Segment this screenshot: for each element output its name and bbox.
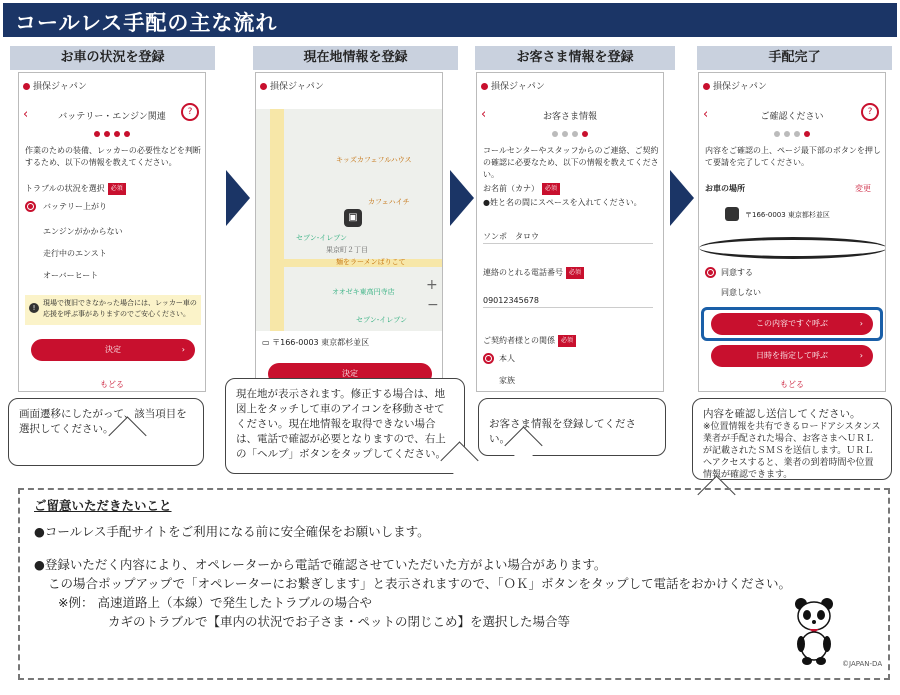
map-poi: キッズカフェフルハウス [336, 156, 412, 164]
map-poi: 果京町２丁目 [326, 246, 368, 254]
zoom-out-icon[interactable]: − [427, 297, 439, 313]
progress-dots [477, 131, 663, 139]
zoom-in-icon[interactable]: + [426, 277, 438, 293]
change-link[interactable]: 変更 [855, 184, 871, 193]
back-link[interactable]: もどる [780, 380, 804, 389]
brand-logo: 損保ジャパン [260, 79, 324, 92]
car-marker-icon [725, 207, 739, 221]
progress-dots [699, 131, 885, 139]
help-phone-icon[interactable]: ? [861, 103, 879, 121]
bubble-step3: お客さま情報を登録してください。 [478, 398, 666, 456]
relation-label: ご契約者様との関係 必須 [483, 335, 576, 347]
name-input[interactable]: ソンポ タロウ [483, 231, 653, 244]
map-poi: 麺をラーメンばりこて [336, 258, 406, 266]
notes-box [18, 488, 890, 680]
address-text: 〒166-0003 東京都杉並区 [745, 211, 830, 219]
bubble-step4 [692, 398, 892, 480]
phone-screen-location [255, 72, 443, 392]
phone-screen-vehicle [18, 72, 206, 392]
screen-description: コールセンターやスタッフからのご連絡、ご契約の確認に必要なため、以下の情報を教えてください。 [483, 146, 659, 179]
bubble-step2: 現在地が表示されます。修正する場合は、地図上をタッチして車のアイコンを移動させてください。現在地情報を取得できない場合は、電話で確認が必要となりますので、右上の「ヘルプ」ボタンをタップしてください。 [225, 378, 465, 474]
bubble-note: ※位置情報を共有できるロードアシスタンス業者が手配された場合、お客さまへＵＲＬが記載されたＳＭＳを送信します。ＵＲＬへアクセスすると、業者の到着時間や位置情報が確認できます。 [703, 422, 881, 480]
screen-title: お客さま情報 [542, 112, 597, 122]
required-badge: 必須 [566, 267, 584, 279]
screen-description: 内容をご確認の上、ページ最下部のボタンを押して要請を完了してください。 [705, 146, 881, 167]
note-item: ●コールレス手配サイトをご利用になる前に安全確保をお願いします。 [34, 524, 430, 539]
screen-title: ご確認ください [760, 112, 824, 122]
note-item: この場合ポップアップで「オペレーターにお繋ぎします」と表示されますので、「ＯＫ」ボタンをタップして電話をおかけください。 [48, 576, 792, 591]
wave-divider [699, 237, 886, 259]
map-poi: セブン-イレブン [296, 234, 347, 242]
progress-dots [19, 131, 205, 139]
note-example: ※例： 高速道路上（本線）で発生したトラブルの場合や [58, 595, 372, 610]
note-example: カギのトラブルで【車内の状況でお子さま・ペットの閉じこめ】を選択した場合等 [108, 614, 571, 629]
screen-description: 作業のための装備、レッカーの必要性などを判断するため、以下の情報を教えてください。 [25, 146, 201, 167]
flow-arrow-icon [226, 170, 250, 226]
option-label[interactable]: 家族 [499, 376, 515, 385]
radio-self[interactable] [483, 353, 494, 364]
location-label: お車の場所 [705, 184, 745, 193]
map-view[interactable] [256, 109, 443, 331]
bubble-step1: 画面遷移にしたがって、該当項目を選択してください。 [8, 398, 204, 466]
call-now-button[interactable]: この内容ですぐ呼ぶ › [711, 313, 873, 335]
submit-button[interactable]: 決定 [268, 363, 432, 385]
flow-arrow-icon [450, 170, 474, 226]
car-marker-icon[interactable]: ▣ [344, 209, 362, 227]
step-2-label: 現在地情報を登録 [253, 46, 458, 70]
option-label[interactable]: バッテリー上がり [43, 202, 107, 211]
car-icon: ▭ [262, 338, 273, 347]
required-badge: 必須 [108, 183, 126, 195]
name-label: お名前（カナ） 必須 [483, 183, 560, 195]
option-label[interactable]: エンジンがかからない [43, 227, 123, 236]
flow-arrow-icon [670, 170, 694, 226]
page-title: コールレス手配の主な流れ [3, 3, 897, 37]
required-badge: 必須 [558, 335, 576, 347]
disagree-label[interactable]: 同意しない [721, 288, 761, 297]
back-chevron-icon[interactable]: ‹ [703, 107, 709, 122]
notice-box [25, 295, 201, 325]
map-road [270, 109, 284, 331]
name-hint: ●姓と名の間にスペースを入れてください。 [483, 198, 642, 207]
option-label[interactable]: 本人 [499, 354, 515, 363]
option-label[interactable]: オーバーヒート [43, 271, 99, 280]
step-1-label: お車の状況を登録 [10, 46, 215, 70]
map-poi: カフェハイチ [368, 198, 410, 206]
step-4-label: 手配完了 [697, 46, 892, 70]
agree-label[interactable]: 同意する [721, 268, 753, 277]
phone-screen-customer [476, 72, 664, 392]
screen-title: バッテリー・エンジン関連 [58, 112, 166, 122]
step-3-label: お客さま情報を登録 [475, 46, 675, 70]
phone-label: 連絡のとれる電話番号 必須 [483, 267, 584, 279]
back-chevron-icon[interactable]: ‹ [481, 107, 487, 122]
address-text: ▭ 〒166-0003 東京都杉並区 [262, 338, 370, 347]
phone-input[interactable]: 09012345678 [483, 295, 653, 308]
copyright-text: ©JAPAN-DA [842, 660, 883, 668]
brand-logo: 損保ジャパン [481, 79, 545, 92]
radio-agree[interactable] [705, 267, 716, 278]
back-link[interactable]: もどる [100, 380, 124, 389]
bubble-main: 内容を確認し送信してください。 [703, 408, 861, 420]
question-label: トラブルの状況を選択 必須 [25, 183, 126, 195]
notes-title: ご留意いただきたいこと [34, 498, 172, 513]
info-icon: ! [29, 303, 39, 313]
help-phone-icon[interactable]: ? [181, 103, 199, 121]
schedule-button[interactable]: 日時を指定して呼ぶ › [711, 345, 873, 367]
option-label[interactable]: 走行中のエンスト [43, 249, 107, 258]
phone-screen-confirm [698, 72, 886, 392]
submit-button[interactable]: 決定 › [31, 339, 195, 361]
panda-mascot-icon [792, 596, 836, 666]
brand-logo: 損保ジャパン [703, 79, 767, 92]
required-badge: 必須 [542, 183, 560, 195]
map-poi: オオゼキ東高円寺店 [332, 288, 395, 296]
notice-text: 現場で復旧できなかった場合には、レッカー車の応援を呼ぶ事がありますのでご安心ください。 [43, 299, 197, 318]
radio-battery[interactable] [25, 201, 36, 212]
back-chevron-icon[interactable]: ‹ [23, 107, 29, 122]
map-poi: セブン-イレブン [356, 316, 407, 324]
brand-logo: 損保ジャパン [23, 79, 87, 92]
note-item: ●登録いただく内容により、オペレーターから電話で確認させていただいた方がよい場合があります。 [34, 557, 607, 572]
